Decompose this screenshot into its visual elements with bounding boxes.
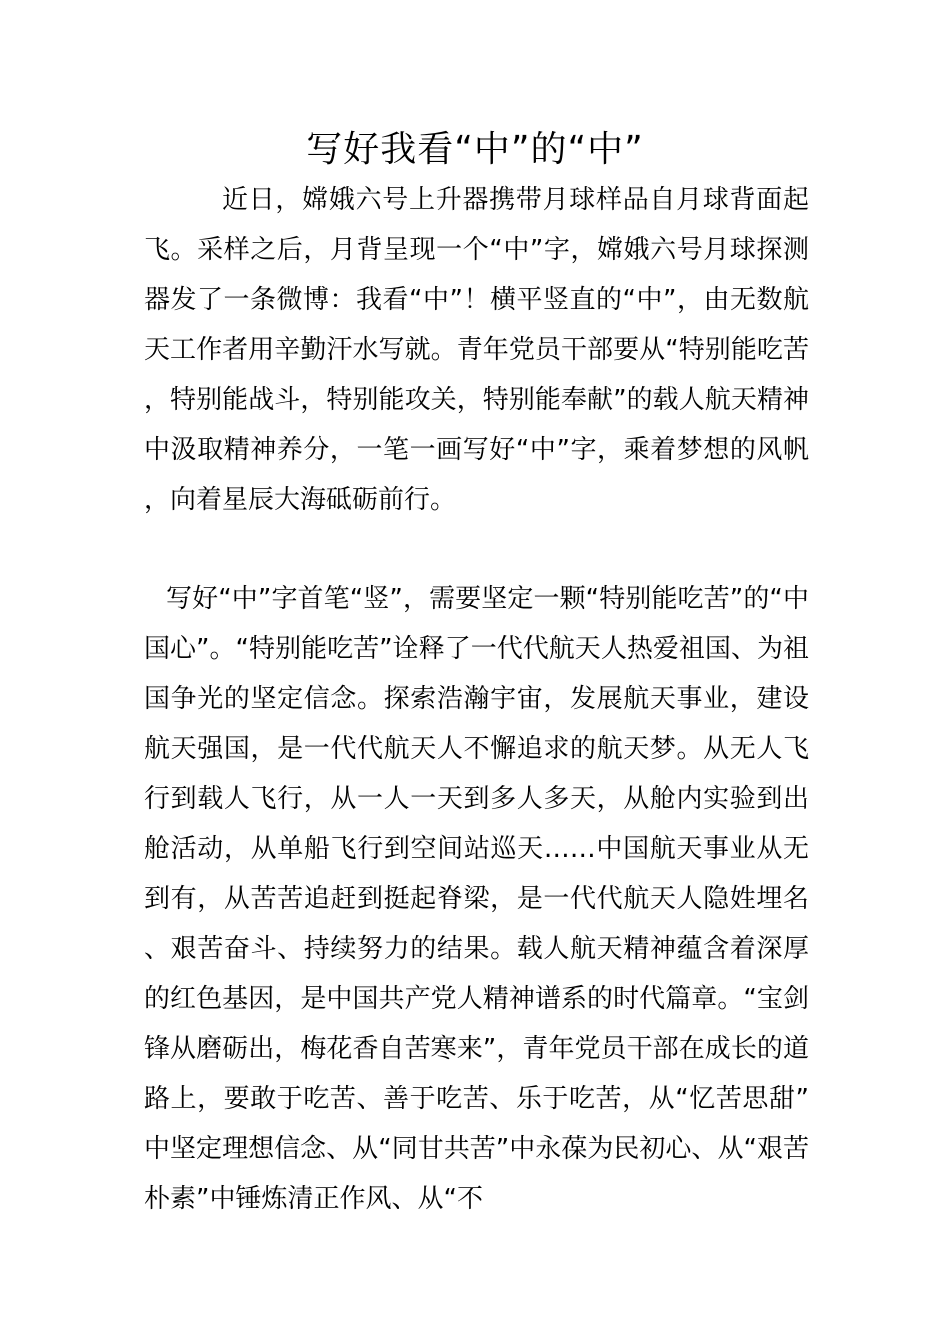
document-title: 写好我看“中”的“中” (306, 129, 644, 170)
paragraph-1: 近日，嫦娥六号上升器携带月球样品自月球背面起飞。采样之后，月背呈现一个“中”字，嫦娥六号月球探测器发了一条微博：我看“中”！横平竖直的“中”，由无数航天工作者用辛勤汗水写就。青年党员干部要从“特别能吃苦，特别能战斗，特别能攻关，特别能奉献”的载人航天精神中汲取精神养分，一笔一画写好“中”字，乘着梦想的风帆，向着星辰大海砥砺前行。 (144, 185, 809, 515)
paragraph-2: 写好“中”字首笔“竖”，需要坚定一颗“特别能吃苦”的“中国心”。“特别能吃苦”诠释了一代代航天人热爱祖国、为祖国争光的坚定信念。探索浩瀚宇宙，发展航天事业，建设航天强国，是一代代航天人不懈追求的航天梦。从无人飞行到载人飞行，从一人一天到多人多天，从舱内实验到出舱活动，从单船飞行到空间站巡天……中国航天事业从无到有，从苦苦追赶到挺起脊梁，是一代代航天人隐姓埋名、艰苦奋斗、持续努力的结果。载人航天精神蕴含着深厚的红色基因，是中国共产党人精神谱系的时代篇章。“宝剑锋从磨砺出，梅花香自苦寒来”，青年党员干部在成长的道路上，要敢于吃苦、善于吃苦、乐于吃苦，从“忆苦思甜”中坚定理想信念、从“同甘共苦”中永葆为民初心、从“艰苦朴素”中锤炼清正作风、从“不 (144, 584, 809, 1214)
